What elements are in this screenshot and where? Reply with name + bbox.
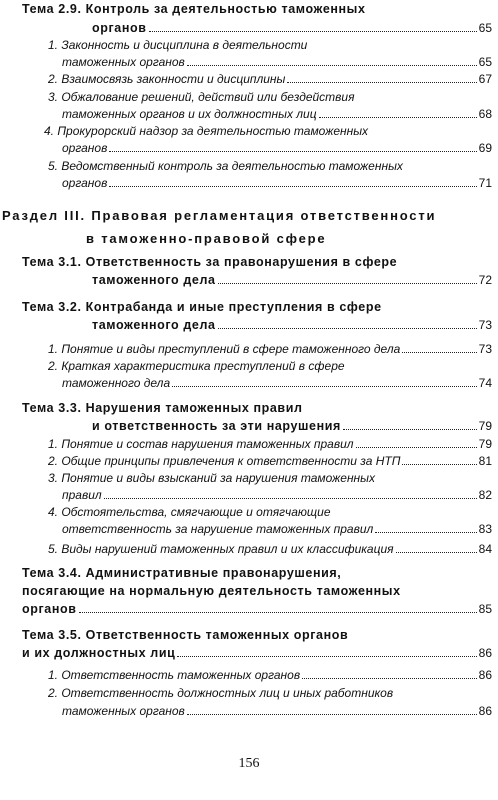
toc-page-number: 86 xyxy=(478,646,492,660)
toc-page-number: 85 xyxy=(478,602,492,616)
toc-entry-text: правил xyxy=(62,488,102,502)
toc-entry-text: 3. Понятие и виды взысканий за нарушения таможенных xyxy=(48,471,375,485)
dot-leader xyxy=(218,282,477,284)
dot-leader xyxy=(402,351,476,353)
topic-entry xyxy=(0,644,492,662)
topic-entry xyxy=(0,0,472,18)
toc-item xyxy=(0,357,472,375)
toc-item xyxy=(0,53,492,71)
toc-page-number: 65 xyxy=(478,55,492,69)
toc-item xyxy=(0,684,472,702)
dot-leader xyxy=(218,327,477,329)
toc-entry-text: органов xyxy=(92,21,147,35)
toc-entry-text: Раздел III. Правовая регламентация ответственности xyxy=(2,208,437,223)
topic-entry xyxy=(0,253,472,271)
dot-leader xyxy=(109,150,476,152)
toc-item xyxy=(0,666,492,684)
toc-page-number: 81 xyxy=(478,454,492,468)
dot-leader xyxy=(343,428,477,430)
toc-page-number: 86 xyxy=(478,668,492,682)
toc-page-number: 73 xyxy=(478,318,492,332)
dot-leader xyxy=(109,185,476,187)
toc-entry-text: 5. Ведомственный контроль за деятельностью таможенных xyxy=(48,159,403,173)
toc-item xyxy=(0,139,492,157)
toc-page-number: 82 xyxy=(478,488,492,502)
toc-entry-text: таможенного дела xyxy=(92,273,216,287)
toc-entry-text: 2. Ответственность должностных лиц и иных работников xyxy=(48,686,394,700)
toc-entry-text: 1. Ответственность таможенных органов xyxy=(48,668,301,682)
toc-page-number: 65 xyxy=(478,21,492,35)
toc-item xyxy=(0,469,472,487)
dot-leader xyxy=(172,385,477,387)
toc-entry-text: Тема 3.3. Нарушения таможенных правил xyxy=(22,401,303,415)
toc-entry-text: 4. Прокурорский надзор за деятельностью таможенных xyxy=(44,124,369,138)
topic-entry xyxy=(0,600,492,618)
toc-item xyxy=(0,122,472,140)
toc-entry-text: 1. Понятие и виды преступлений в сфере таможенного дела xyxy=(48,342,401,356)
dot-leader xyxy=(187,64,477,66)
topic-entry xyxy=(0,316,492,334)
toc-page-number: 67 xyxy=(478,72,492,86)
toc-page-number: 79 xyxy=(478,419,492,433)
toc-page-number: 68 xyxy=(478,107,492,121)
toc-page-number: 69 xyxy=(478,141,492,155)
toc-page-number: 84 xyxy=(478,542,492,556)
toc-entry-text: и ответственность за эти нарушения xyxy=(92,419,341,433)
toc-entry-text: 2. Взаимосвязь законности и дисциплины xyxy=(48,72,286,86)
topic-entry xyxy=(0,399,472,417)
topic-entry xyxy=(0,564,472,582)
toc-entry-text: Тема 3.4. Административные правонарушения, xyxy=(22,566,342,580)
toc-page-number: 83 xyxy=(478,522,492,536)
toc-entry-text: ответственность за нарушение таможенных правил xyxy=(62,522,374,536)
toc-entry-text: 3. Обжалование решений, действий или бездействия xyxy=(48,90,355,104)
toc-page-number: 72 xyxy=(478,273,492,287)
toc-item xyxy=(0,452,492,470)
toc-entry-text: органов xyxy=(62,141,108,155)
toc-entry-text: Тема 3.5. Ответственность таможенных органов xyxy=(22,628,349,642)
toc-entry-text: органов xyxy=(22,602,77,616)
toc-entry-text: и их должностных лиц xyxy=(22,646,176,660)
toc-entry-text: 1. Законность и дисциплина в деятельности xyxy=(48,38,308,52)
toc-page-number: 86 xyxy=(478,704,492,718)
toc-entry-text: 1. Понятие и состав нарушения таможенных правил xyxy=(48,437,354,451)
toc-item xyxy=(0,105,492,123)
toc-item xyxy=(0,503,472,521)
toc-entry-text: таможенного дела xyxy=(62,376,171,390)
toc-entry-text: таможенных органов xyxy=(62,55,185,69)
toc-item xyxy=(0,435,492,453)
toc-entry-text: посягающие на нормальную деятельность таможенных xyxy=(22,584,401,598)
dot-leader xyxy=(356,446,477,448)
toc-entry-text: 5. Виды нарушений таможенных правил и их классификация xyxy=(48,542,394,556)
dot-leader xyxy=(319,116,477,118)
toc-item xyxy=(0,36,472,54)
toc-entry-text: в таможенно-правовой сфере xyxy=(86,231,327,246)
toc-entry-text: Тема 3.2. Контрабанда и иные преступления в сфере xyxy=(22,300,382,314)
toc-item xyxy=(0,374,492,392)
dot-leader xyxy=(302,677,477,679)
dot-leader xyxy=(287,81,476,83)
topic-entry xyxy=(0,626,472,644)
topic-entry xyxy=(0,271,492,289)
dot-leader xyxy=(396,551,477,553)
toc-entry-text: таможенных органов и их должностных лиц xyxy=(62,107,317,121)
dot-leader xyxy=(104,497,477,499)
topic-entry xyxy=(0,19,492,37)
toc-entry-text: Тема 2.9. Контроль за деятельностью таможенных xyxy=(22,2,366,16)
toc-item xyxy=(0,70,492,88)
toc-entry-text: 2. Общие принципы привлечения к ответственности за НТП xyxy=(48,454,401,468)
toc-item xyxy=(0,520,492,538)
page-number: 156 xyxy=(238,756,260,771)
toc-entry-text: 4. Обстоятельства, смягчающие и отягчающие xyxy=(48,505,331,519)
toc-page-number: 73 xyxy=(478,342,492,356)
section-heading-line xyxy=(0,230,472,248)
toc-item xyxy=(0,157,472,175)
toc-page-number: 79 xyxy=(478,437,492,451)
toc-page-number: 74 xyxy=(478,376,492,390)
toc-item xyxy=(0,540,492,558)
topic-entry xyxy=(0,298,472,316)
section-heading-line xyxy=(0,207,472,225)
dot-leader xyxy=(375,531,476,533)
dot-leader xyxy=(402,463,476,465)
toc-entry-text: органов xyxy=(62,176,108,190)
dot-leader xyxy=(79,611,477,613)
toc-item xyxy=(0,88,472,106)
dot-leader xyxy=(177,655,476,657)
topic-entry xyxy=(0,582,472,600)
toc-item xyxy=(0,340,492,358)
toc-item xyxy=(0,702,492,720)
dot-leader xyxy=(149,30,477,32)
toc-entry-text: таможенного дела xyxy=(92,318,216,332)
toc-item xyxy=(0,174,492,192)
topic-entry xyxy=(0,417,492,435)
toc-item xyxy=(0,486,492,504)
toc-entry-text: 2. Краткая характеристика преступлений в сфере xyxy=(48,359,345,373)
toc-entry-text: Тема 3.1. Ответственность за правонарушения в сфере xyxy=(22,255,398,269)
toc-entry-text: таможенных органов xyxy=(62,704,185,718)
dot-leader xyxy=(187,713,477,715)
toc-page-number: 71 xyxy=(478,176,492,190)
